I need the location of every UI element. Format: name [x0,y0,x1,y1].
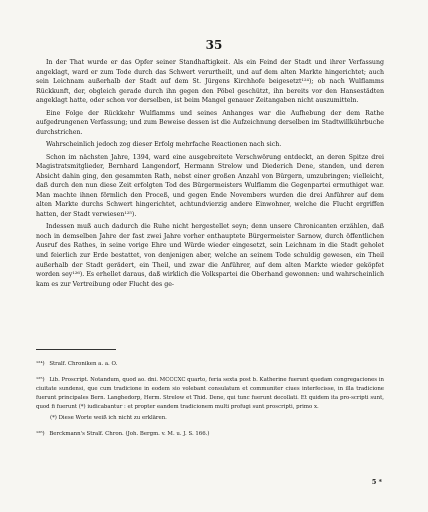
printer-signature: 5 * [371,478,382,486]
footnote [36,360,384,369]
footnote-mark: ¹²⁶) [36,430,45,437]
body-text [36,58,384,292]
footnote [36,376,384,412]
footnote [36,430,384,439]
paragraph: In der That wurde er das Opfer seiner Standhaftigkeit. Als ein Feind der Stadt und ihrer Verfassung angeklagt, ward er zum Tode durch das Schwert verurtheilt, und auf dem alten Markte hingerichtet; auch sein Leichnam außerhalb der Stadt auf dem St. Jürgens Kirchhofe beigesetzt¹²⁴); ob nach Wulflamms Rückkunft, der, obgleich gerade durch ihn gegen den Pöbel geschützt, ihn bereits vor den Hansestädten angeklagt hatte, oder schon vor derselben, ist beim Mangel genauer Zeitangaben nicht auszumitteln. [36,59,384,105]
footnote-subnote: (*) Diese Worte weiß ich nicht zu erklären. [50,415,167,422]
paragraph: Wahrscheinlich jedoch zog dieser Erfolg mehrfache Reactionen nach sich. [46,141,282,149]
paragraph: Schon im nächsten Jahre, 1394, ward eine ausgebreitete Verschwörung entdeckt, an deren Spitze drei Magistratsmitglieder, Bernhard Langendorf, Hermann Strelow und Diederich Dene, standen, und deren Absicht dahin ging, den gesammten Rath, nebst einer großen Anzahl von Bürgern, umzubringen; vielleicht, daß durch den nun diese Zeit erfolgten Tod des Bürgermeisters Wulflamm die Gegenpartei ermuthiget war. Man machte ihnen förmlich den Proceß, und gegen Ende Novembers wurden die drei Anführer auf dem alten Markte durchs Schwert hingerichtet, achtundvierzig andere Einwohner, welche die Flucht ergriffen hatten, der Stadt verwiesen¹²⁵). [36,153,384,218]
paragraph: Indessen muß auch dadurch die Ruhe nicht hergestellet seyn; denn unsere Chronicanten erzählen, daß noch in demselben Jahre der fast zwei Jahre vorher enthauptete Bürgermeister Sarnow, durch öffentlichen Ausruf des Rathes, in seine vorige Ehre und Würde wieder eingesetzt, sein Leichnam in die Stadt geholet und feierlich zur Erde bestattet, von denjenigen aber, welche an seinem Tode schuldig gewesen, ein Theil außerhalb der Stadt gerädert, ein Theil, und zwar die Anführer, auf dem alten Markte wieder geköpfet worden sey¹²⁶). Es erhellet daraus, daß wirklich die Volkspartei die Oberhand gewonnen: und wahrscheinlich kam es zur Vertreibung oder Flucht des ge- [36,223,384,288]
footnote-mark: ¹²⁵) [36,376,45,383]
page-number: 35 [205,38,223,52]
footnotes [36,360,384,445]
paragraph: Eine Folge der Rückkehr Wulflamms und seines Anhanges war die Aufhebung der dem Rathe aufgedrungenen Verfassung; und zum Beweise dessen ist die Aufzeichnung derselben im Stadtwillkührbuche durchstrichen. [36,109,384,136]
footnote-text: Lib. Proscript. Notandum, quod ao. dni. MCCCXC quarto, feria sexta post b. Katherine fuerunt quedam congregaciones in ciuitate sundensi, que cum tradicione in eodem sio volebant consulatum et communiter ciues interfecisse, in illa tradicione fuerunt principales Bern. Langhedorp, Herm. Strelow et Thid. Dene, qui tunc fuerunt decollati. Et quidem ita pro-scripti sunt, quod fi fuerunt (*) iudicabantur : et propter eandem tradicionem multi profugi sunt proscripti, primo x. [36,376,384,410]
footnote-divider [36,349,116,350]
footnote-mark: ¹²⁴) [36,361,45,367]
footnote-text: Berckmann's Stralf. Chron. (Joh. Bergm. v. M. u. J. S. 166.) [49,430,210,437]
footnote-text: Stralf. Chroniken a. a. O. [49,361,118,367]
